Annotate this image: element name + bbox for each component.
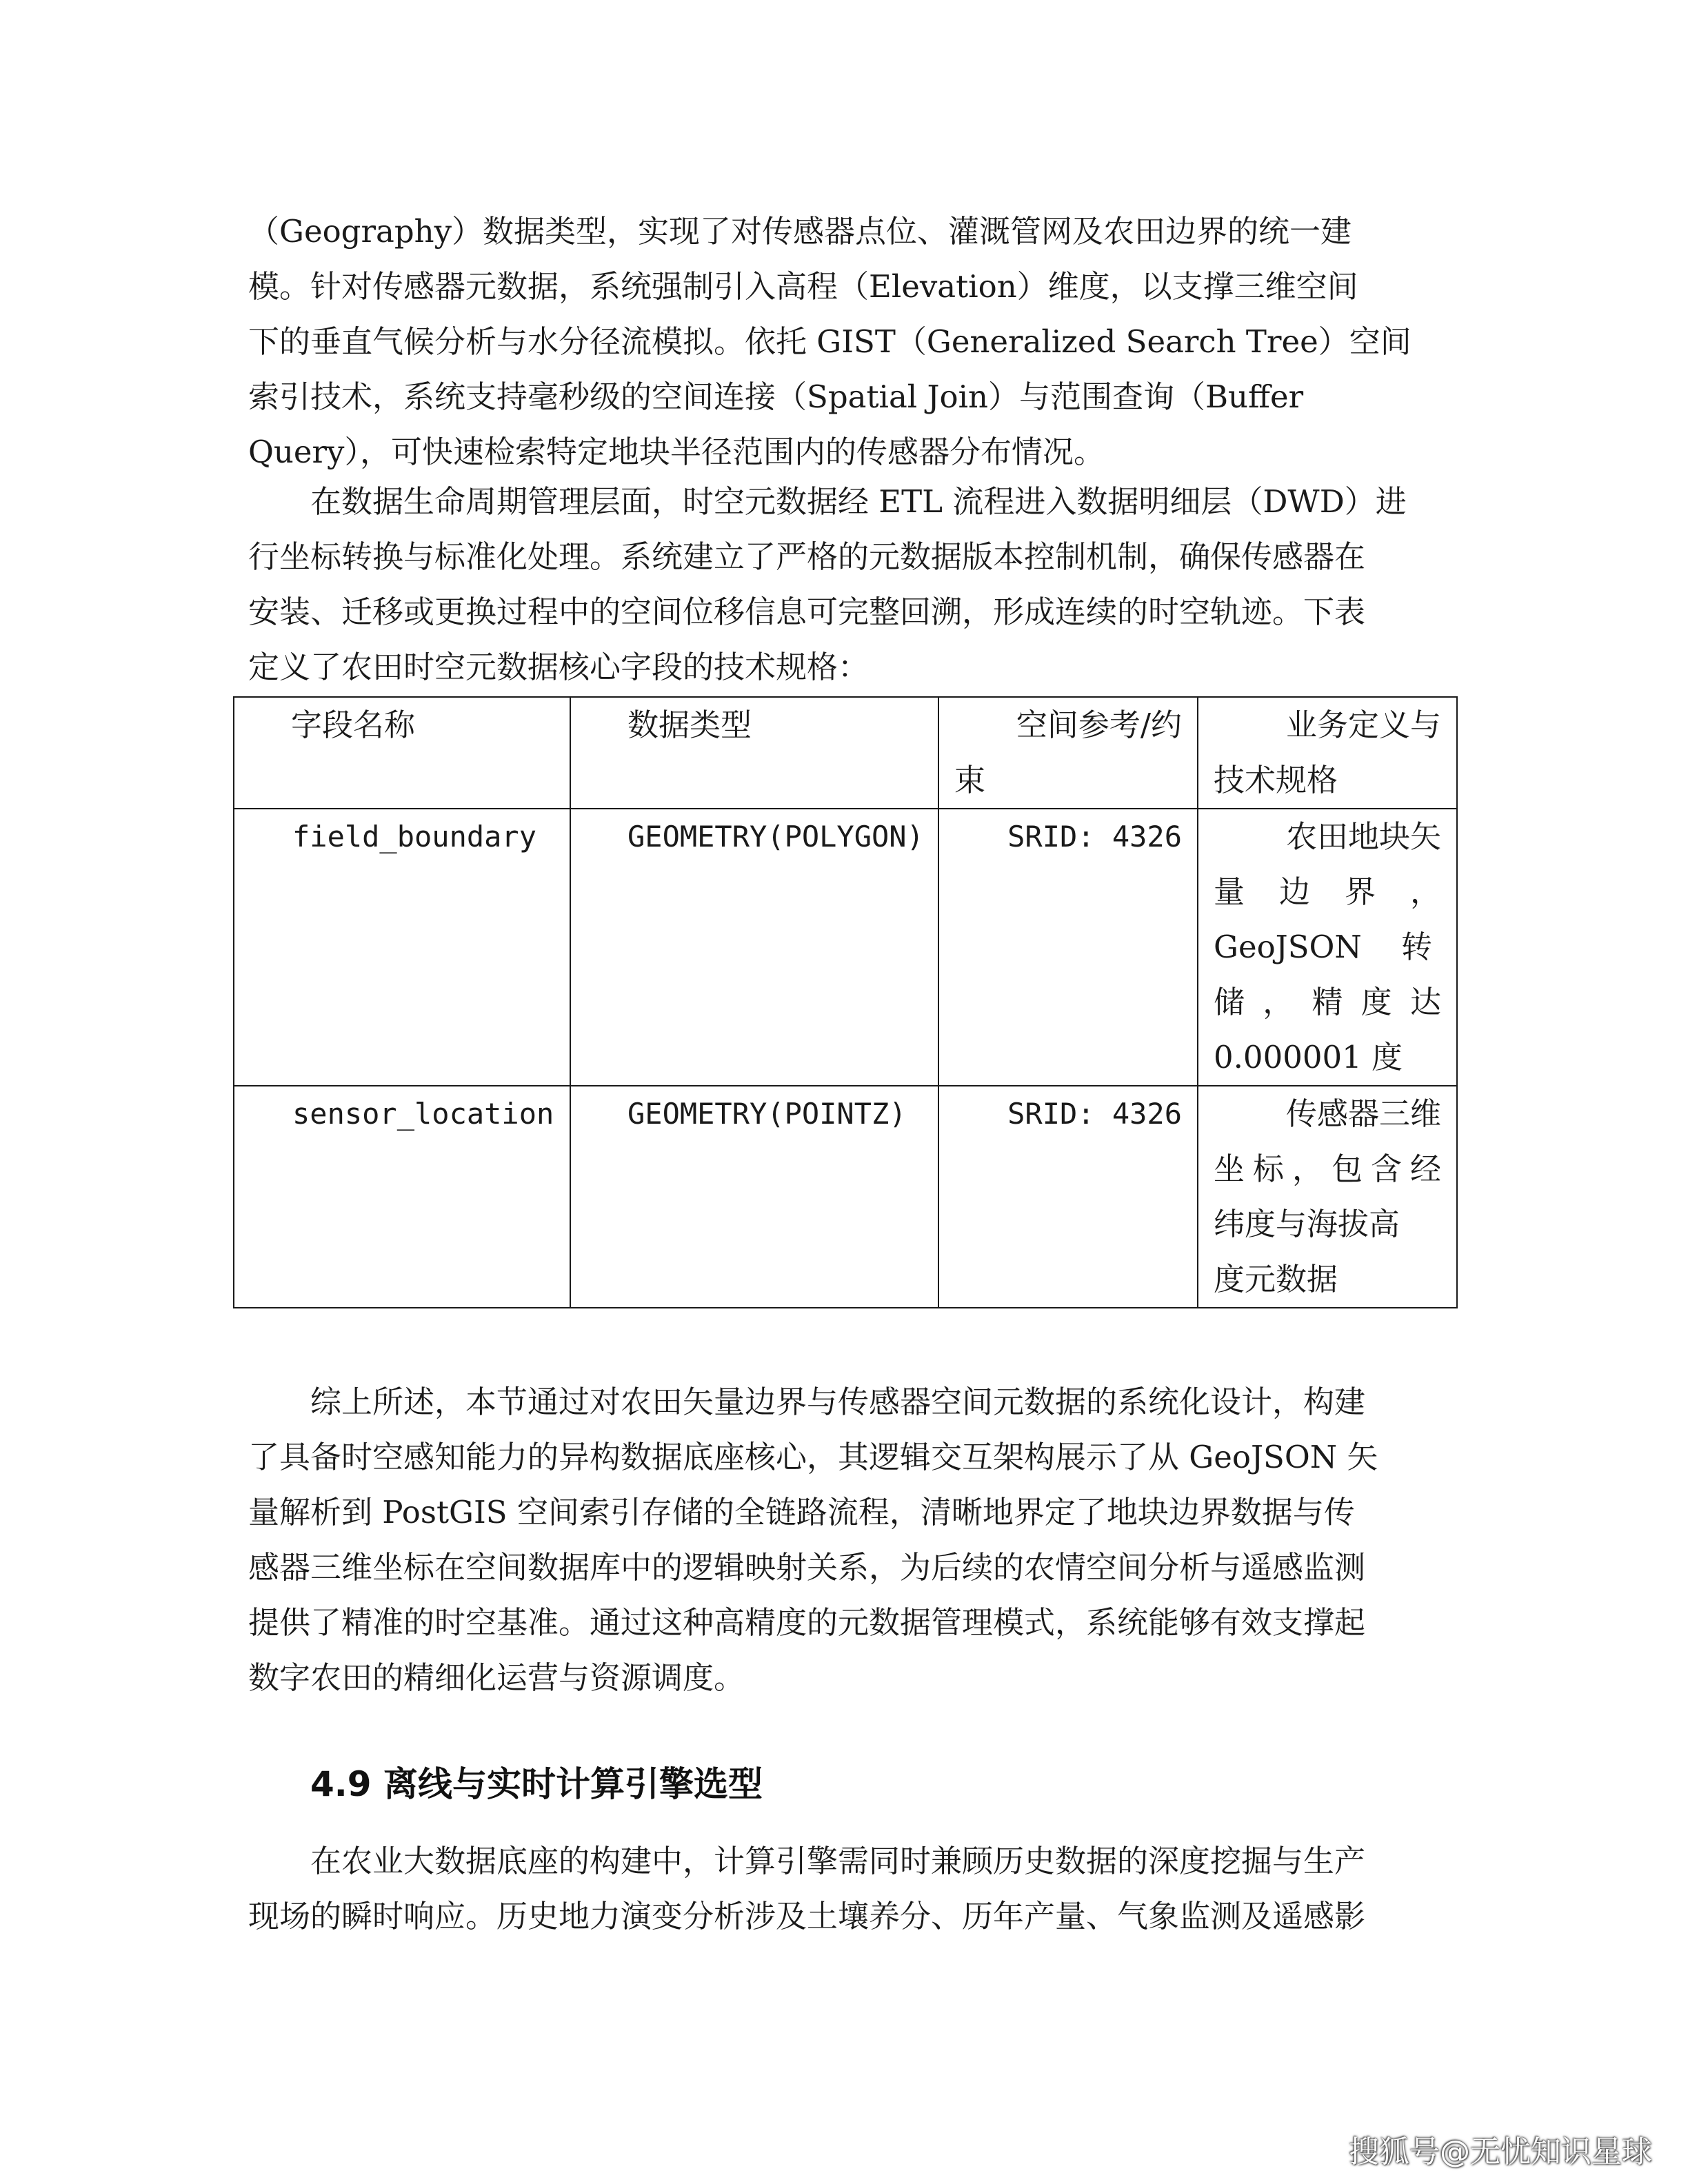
text-line: 量解析到 PostGIS 空间索引存储的全链路流程，清晰地界定了地块边界数据与传 (248, 1494, 1355, 1530)
text-line: 现场的瞬时响应。历史地力演变分析涉及土壤养分、历年产量、气象监测及遥感影 (248, 1898, 1366, 1934)
definition-line: GeoJSON 转 (1214, 929, 1433, 965)
header-business-def-line1: 业务定义与 (1285, 707, 1441, 743)
cell-data-type (570, 809, 938, 1086)
metadata-spec-table (233, 696, 1458, 1308)
text-line: 模。针对传感器元数据，系统强制引入高程（Elevation）维度，以支撑三维空间 (248, 268, 1358, 305)
definition-line: 纬度与海拔高 (1214, 1206, 1400, 1242)
watermark: 搜狐号@无忧知识星球 (1349, 2134, 1652, 2170)
text-line: 定义了农田时空元数据核心字段的技术规格： (248, 649, 870, 685)
cell-data-type (570, 1086, 938, 1308)
cell-srid (938, 1086, 1198, 1308)
definition-line: 度元数据 (1214, 1261, 1338, 1297)
section-heading: 4.9 离线与实时计算引擎选型 (310, 1764, 763, 1804)
text-line: 下的垂直气候分析与水分径流模拟。依托 GIST（Generalized Search Tree）空间 (248, 323, 1411, 360)
header-spatial-ref-line2: 束 (954, 762, 986, 798)
text-line: 行坐标转换与标准化处理。系统建立了严格的元数据版本控制机制，确保传感器在 (248, 538, 1366, 575)
cell-data-type-text: GEOMETRY(POINTZ) (627, 1097, 907, 1131)
cell-field-name-text: sensor_location (292, 1097, 554, 1131)
table-row (234, 809, 1457, 1086)
text-line: 在农业大数据底座的构建中，计算引擎需同时兼顾历史数据的深度挖掘与生产 (310, 1843, 1366, 1879)
text-line: 综上所述，本节通过对农田矢量边界与传感器空间元数据的系统化设计，构建 (310, 1384, 1366, 1420)
text-line: Query），可快速检索特定地块半径范围内的传感器分布情况。 (248, 434, 1105, 470)
text-line: （Geography）数据类型，实现了对传感器点位、灌溉管网及农田边界的统一建 (248, 213, 1352, 250)
header-spatial-ref (938, 697, 1198, 809)
header-data-type-text: 数据类型 (627, 707, 752, 743)
cell-field-name (234, 809, 570, 1086)
header-business-def-line2: 技术规格 (1214, 762, 1338, 798)
table-header-row (234, 697, 1457, 809)
text-line: 提供了精准的时空基准。通过这种高精度的元数据管理模式，系统能够有效支撑起 (248, 1604, 1366, 1641)
text-line: 安装、迁移或更换过程中的空间位移信息可完整回溯，形成连续的时空轨迹。下表 (248, 594, 1366, 630)
cell-data-type-text: GEOMETRY(POLYGON) (627, 820, 924, 853)
cell-srid-text: SRID: 4326 (1007, 820, 1182, 853)
definition-line: 0.000001 度 (1214, 1039, 1403, 1075)
definition-line: 农田地块矢 (1285, 818, 1441, 855)
definition-line: 坐标，包含经 (1214, 1151, 1441, 1187)
paragraph-summary (248, 1375, 1425, 1706)
paragraph-lifecycle (248, 474, 1425, 695)
header-spatial-ref-line1: 空间参考/约 (1016, 707, 1182, 743)
header-field-name (234, 697, 570, 809)
text-line: 了具备时空感知能力的异构数据底座核心，其逻辑交互架构展示了从 GeoJSON 矢 (248, 1439, 1378, 1475)
header-business-def (1198, 697, 1457, 809)
definition-line: 量 边 界 ， (1214, 873, 1441, 910)
cell-definition (1198, 809, 1457, 1086)
table-row (234, 1086, 1457, 1308)
cell-field-name (234, 1086, 570, 1308)
paragraph-geography (248, 204, 1425, 480)
paragraph-compute-engine (248, 1834, 1425, 1944)
definition-line: 传感器三维 (1285, 1095, 1441, 1132)
text-line: 在数据生命周期管理层面，时空元数据经 ETL 流程进入数据明细层（DWD）进 (310, 483, 1407, 520)
cell-srid-text: SRID: 4326 (1007, 1097, 1182, 1131)
cell-definition (1198, 1086, 1457, 1308)
text-line: 感器三维坐标在空间数据库中的逻辑映射关系，为后续的农情空间分析与遥感监测 (248, 1549, 1366, 1586)
text-line: 数字农田的精细化运营与资源调度。 (248, 1659, 745, 1696)
header-data-type (570, 697, 938, 809)
cell-field-name-text: field_boundary (292, 820, 537, 853)
cell-srid (938, 809, 1198, 1086)
header-field-name-text: 字段名称 (291, 707, 416, 743)
definition-line: 储 ， 精 度 达 (1214, 984, 1441, 1020)
text-line: 索引技术，系统支持毫秒级的空间连接（Spatial Join）与范围查询（Buffer (248, 378, 1304, 415)
